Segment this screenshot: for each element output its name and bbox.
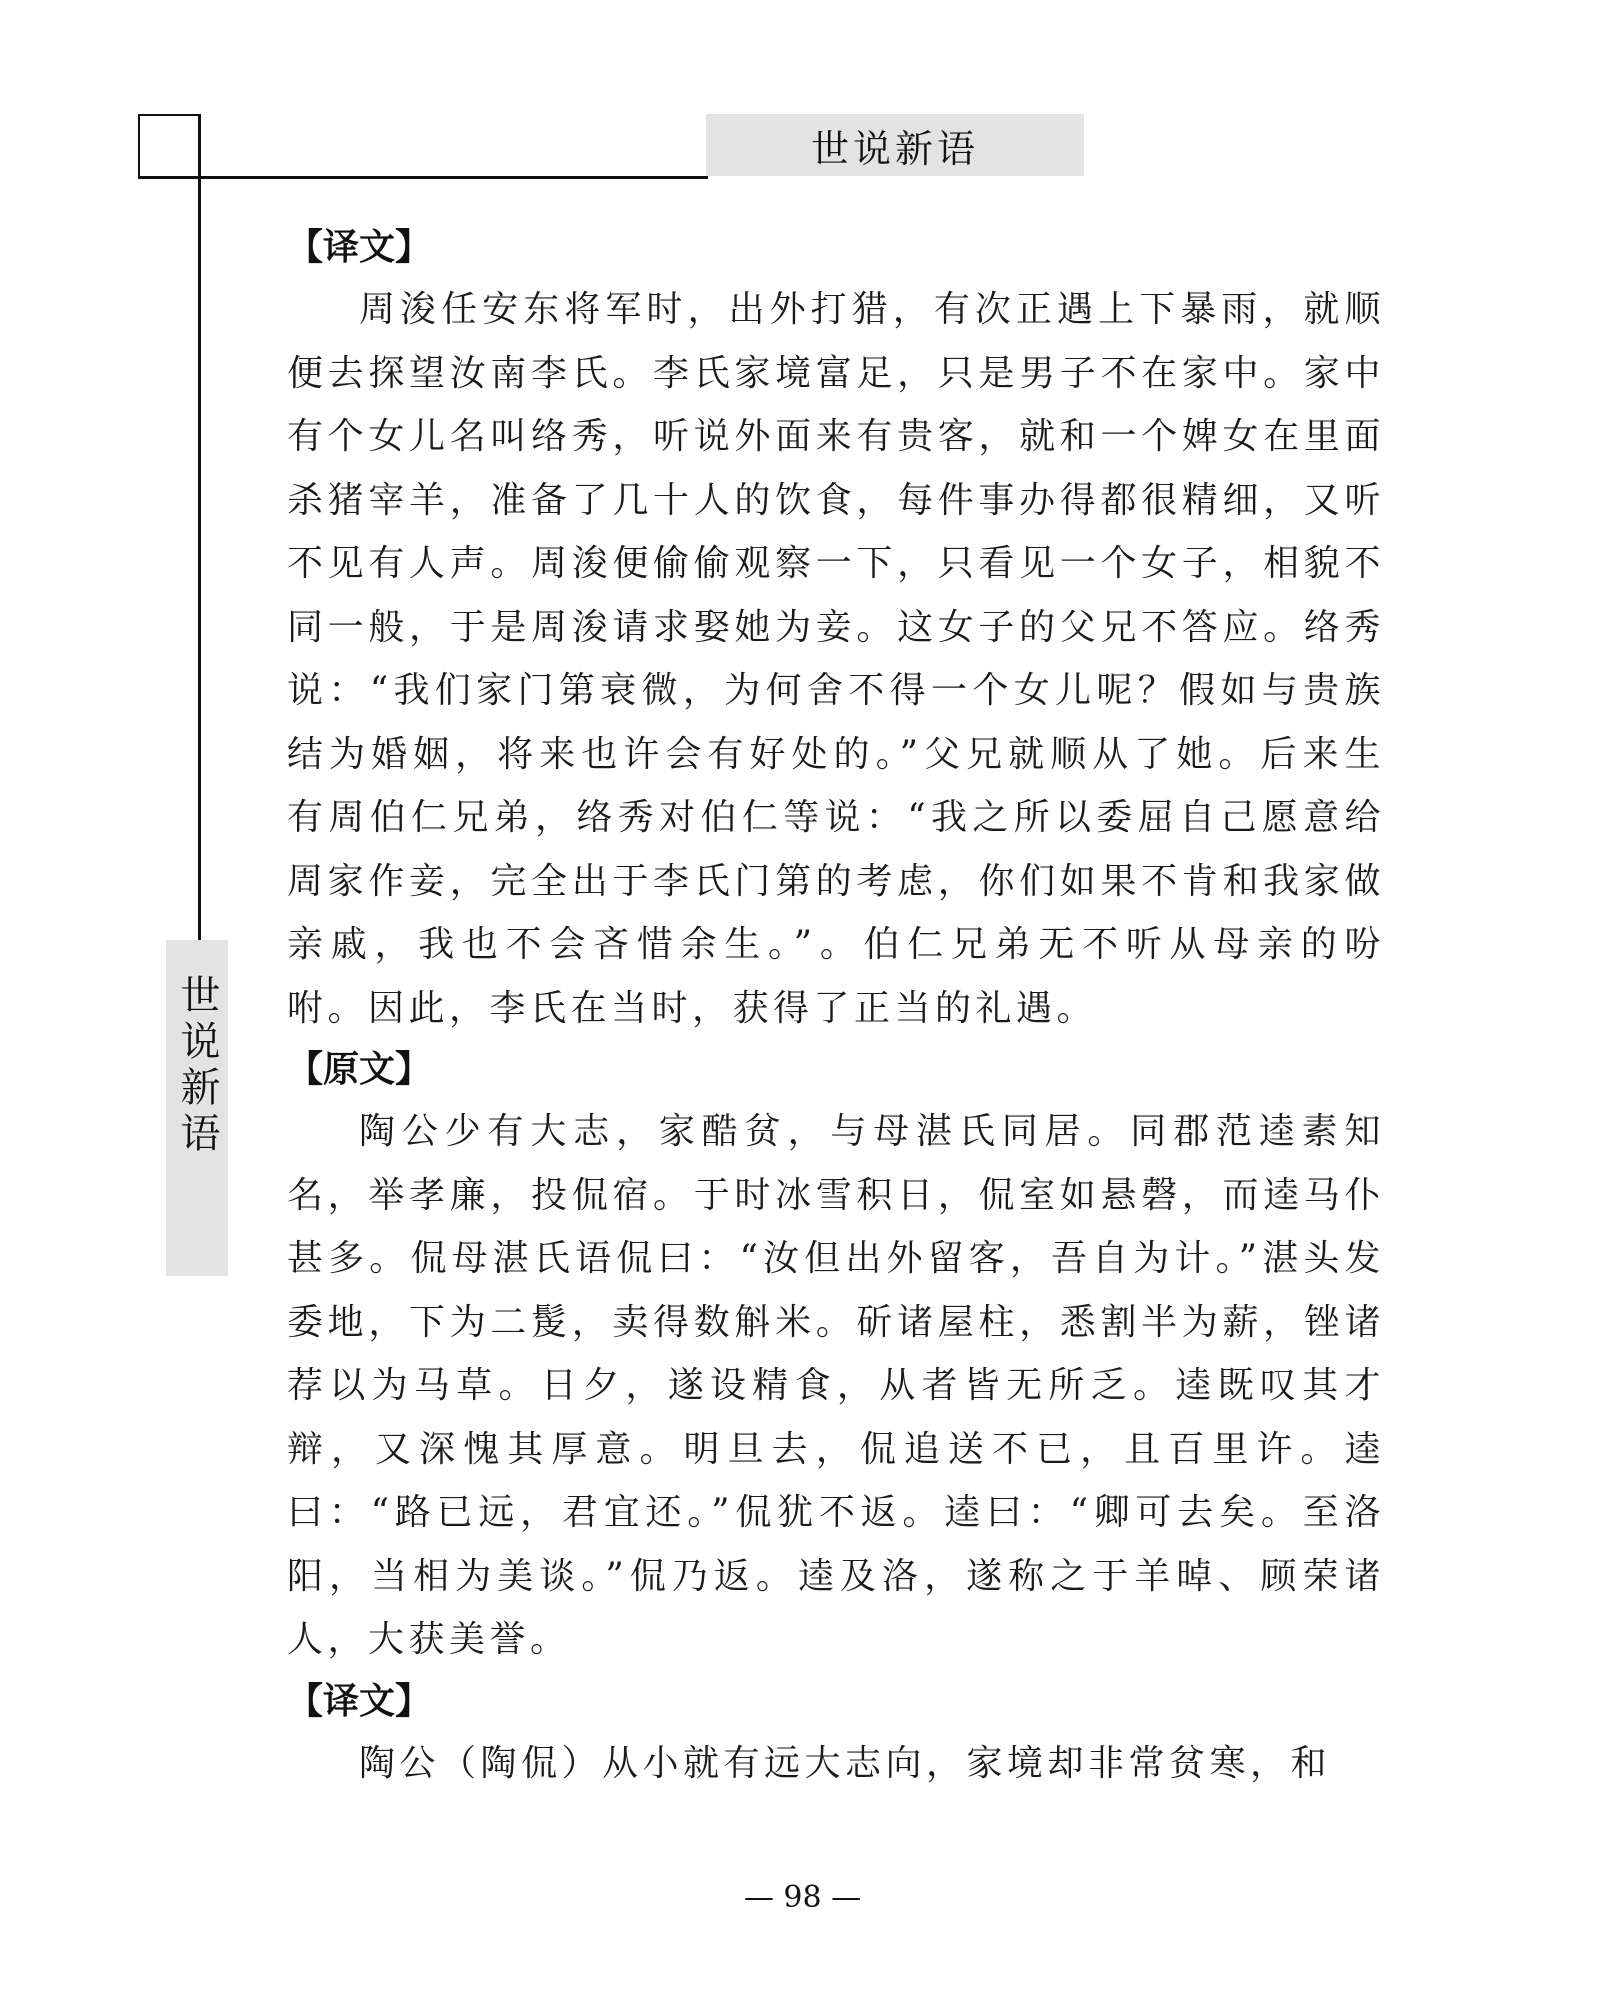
section-original-text <box>287 1040 1385 1672</box>
running-header-title: 世说新语 <box>810 126 979 171</box>
section-translation-2 <box>287 1672 1385 1796</box>
section-heading: 【译文】 <box>287 227 432 268</box>
page-number: — 98 — <box>743 1880 862 1915</box>
paragraph: 陶公（陶侃）从小就有远大志向，家境却非常贫寒，和 <box>359 1742 1332 1784</box>
section-heading: 【原文】 <box>287 1049 432 1090</box>
header-rule <box>138 176 708 179</box>
paragraph: 陶公少有大志，家酷贫，与母湛氏同居。同郡范逵素知名，举孝廉，投侃宿。于时冰雪积日，侃室如悬磬，而逵马仆甚多。侃母湛氏语侃曰：“汝但出外留客，吾自为计。”湛头发委地，下为二髲，卖得数斛米。斫诸屋柱，悉割半为薪，锉诸荐以为马草。日夕，遂设精食，从者皆无所乏。逵既叹其才辩，又深愧其厚意。明旦去，侃追送不已，且百里许。逵曰：“路已远，君宜还。”侃犹不返。逵曰：“卿可去矣。至洛阳，当相为美谈。”侃乃返。逵及洛，遂称之于羊晫、顾荣诸人，大获美誉。 <box>287 1111 1385 1660</box>
section-heading: 【译文】 <box>287 1680 432 1722</box>
header-corner-box <box>138 114 200 178</box>
running-header <box>706 114 1084 176</box>
body-text <box>287 218 1385 1795</box>
paragraph: 周浚任安东将军时，出外打猎，有次正遇上下暴雨，就顺便去探望汝南李氏。李氏家境富足，只是男子不在家中。家中有个女儿名叫络秀，听说外面来有贵客，就和一个婢女在里面杀猪宰羊，准备了几十人的饮食，每件事办得都很精细，又听不见有人声。周浚便偷偷观察一下，只看见一个女子，相貌不同一般，于是周浚请求娶她为妾。这女子的父兄不答应。络秀说：“我们家门第衰微，为何舍不得一个女儿呢？假如与贵族结为婚姻，将来也许会有好处的。”父兄就顺从了她。后来生有周伯仁兄弟，络秀对伯仁等说：“我之所以委屈自己愿意给周家作妾，完全出于李氏门第的考虑，你们如果不肯和我家做亲戚，我也不会吝惜余生。”。伯仁兄弟无不听从母亲的吩咐。因此，李氏在当时，获得了正当的礼遇。 <box>287 289 1385 1029</box>
margin-vertical-rule <box>198 114 201 944</box>
side-thumb-tab <box>166 940 228 1276</box>
side-thumb-tab-text: 世说新语 <box>174 974 220 1158</box>
section-translation-1 <box>287 218 1385 1040</box>
